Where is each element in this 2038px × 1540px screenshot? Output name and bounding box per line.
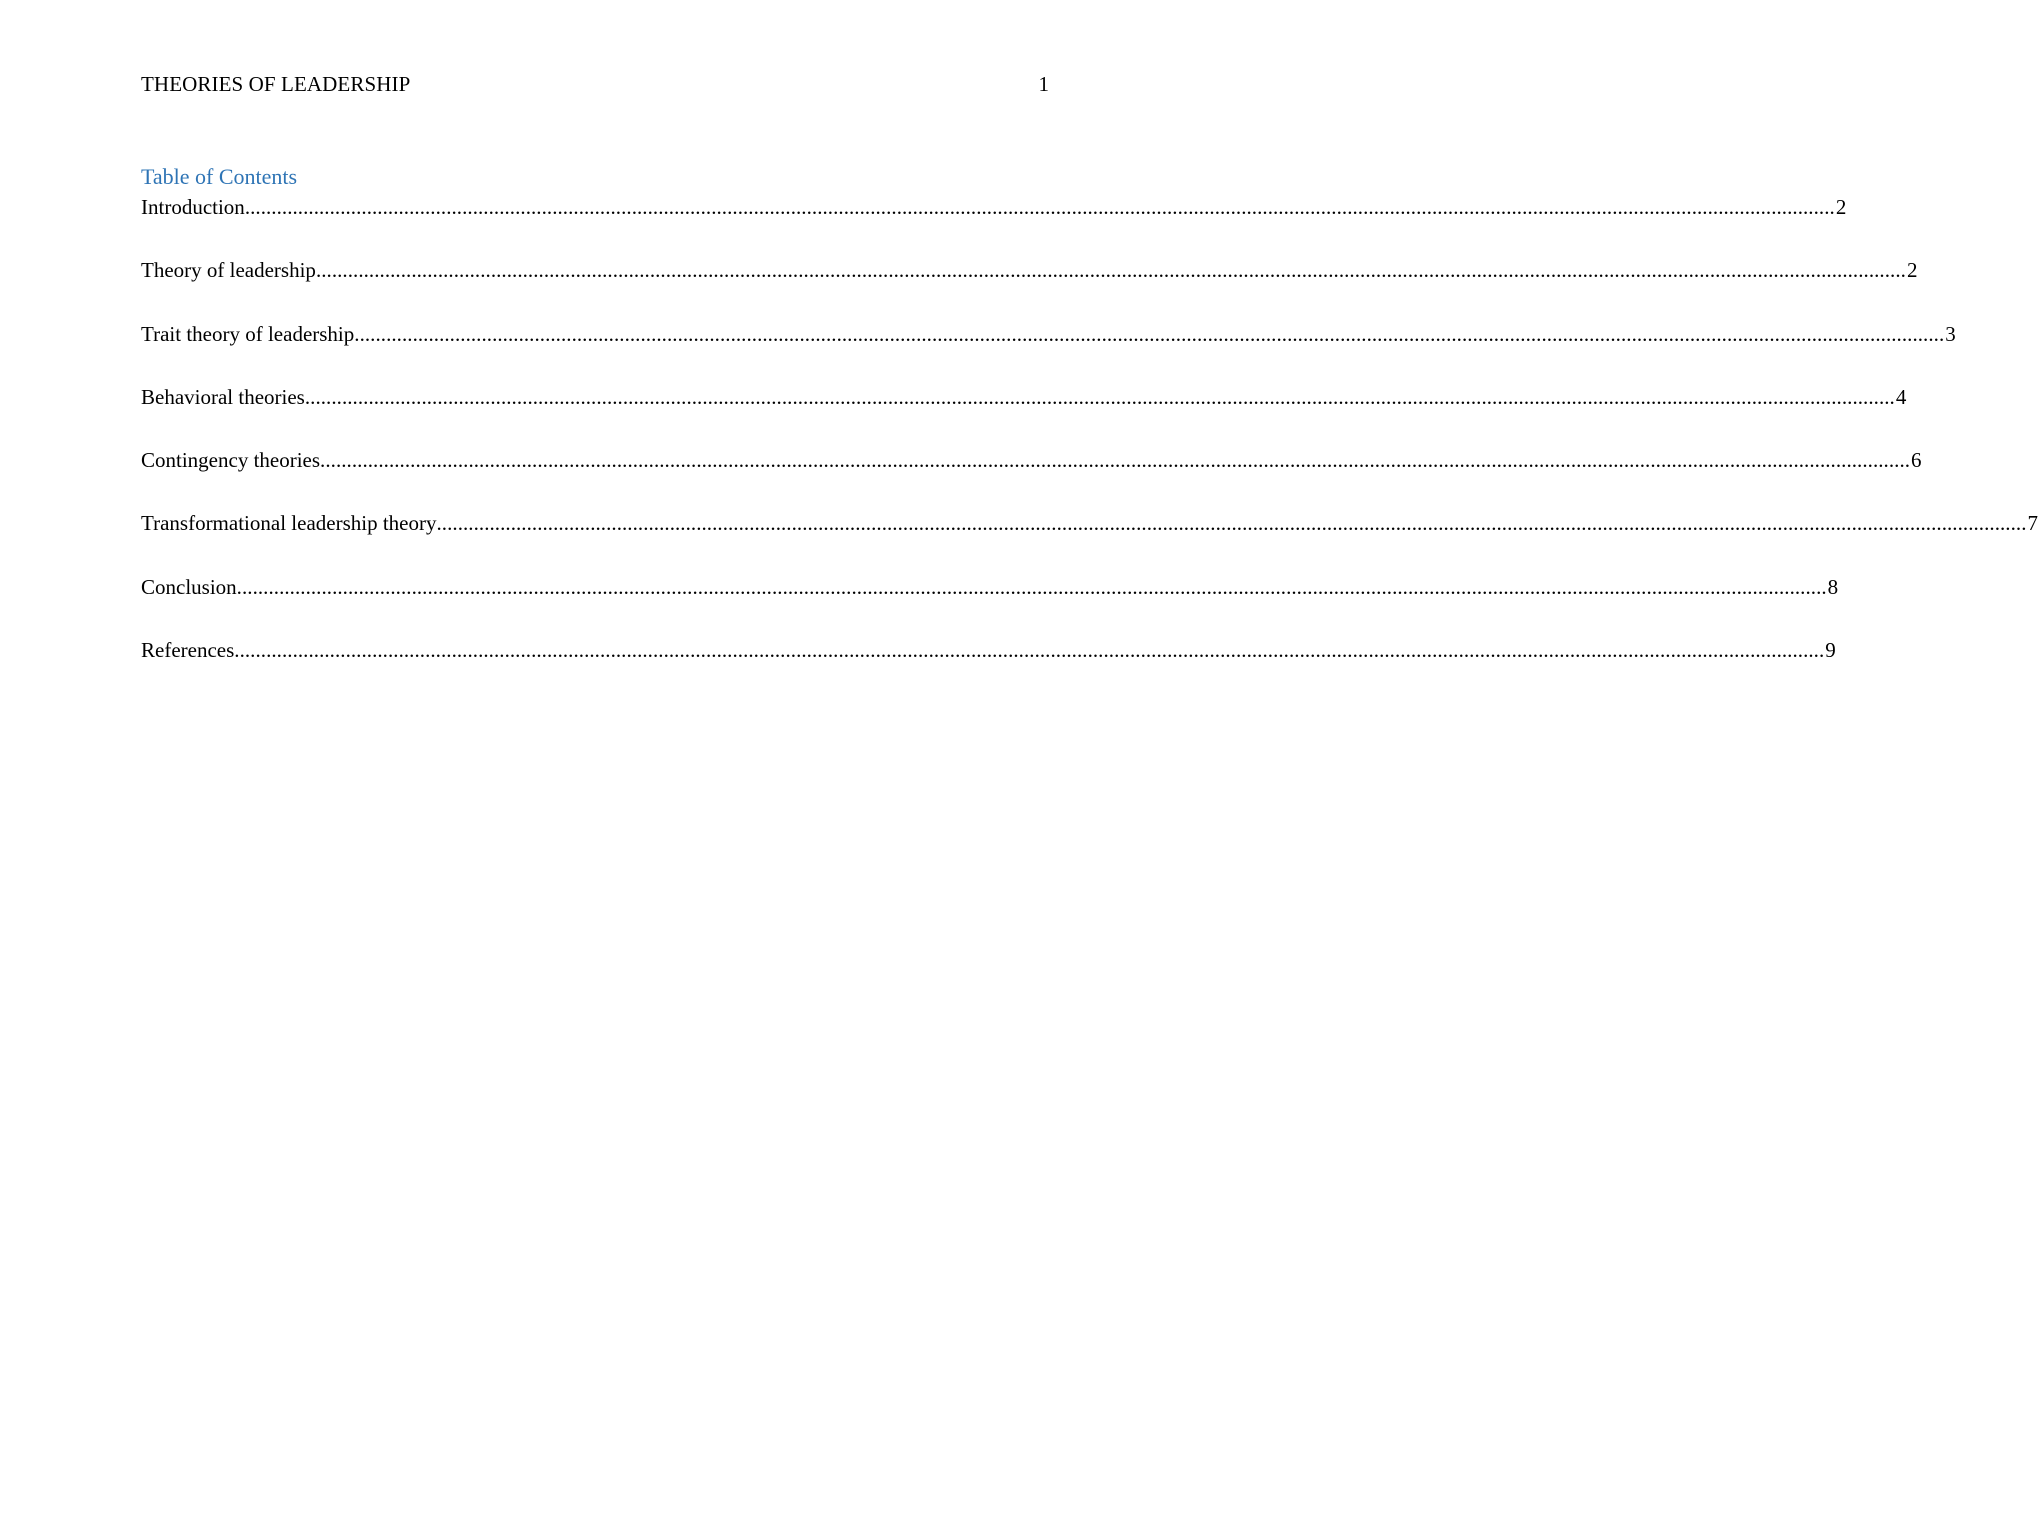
- toc-entry-contingency-theories[interactable]: [141, 446, 1922, 474]
- toc-dot-leader: ............................................................................................................................................................................................................................................................................................................: [234, 638, 1825, 663]
- toc-entry-page: 7: [2027, 511, 2038, 536]
- toc-entry-page: 9: [1825, 638, 1836, 663]
- toc-entry-theory-of-leadership[interactable]: [141, 256, 1918, 284]
- toc-entry-page: 3: [1945, 321, 1956, 346]
- toc-entry-label: Introduction: [141, 195, 245, 219]
- toc-entry-label: Theory of leadership: [141, 258, 316, 283]
- toc-entry-page: 6: [1911, 448, 1922, 473]
- toc-entry-behavioral-theories[interactable]: [141, 383, 1907, 411]
- toc-heading: Table of Contents: [141, 164, 298, 189]
- toc-dot-leader: ............................................................................................................................................................................................................................................................................................................: [304, 384, 1895, 409]
- page-number: 1: [1038, 72, 1049, 96]
- toc-dot-leader: ............................................................................................................................................................................................................................................................................................................: [436, 511, 2027, 536]
- toc-entry-page: 8: [1827, 574, 1839, 599]
- toc-entry-label: Trait theory of leadership: [141, 321, 355, 346]
- running-head-title: THEORIES OF LEADERSHIP: [141, 72, 411, 96]
- toc-entry-page: 4: [1895, 384, 1907, 409]
- toc-list: [141, 193, 2038, 699]
- toc-entry-transformational-leadership[interactable]: [141, 509, 2038, 537]
- toc-entry-introduction[interactable]: [141, 193, 1847, 221]
- toc-entry-label: Behavioral theories: [141, 384, 305, 409]
- toc-entry-label: Transformational leadership theory: [141, 511, 437, 536]
- toc-entry-trait-theory[interactable]: [141, 320, 1956, 348]
- toc-dot-leader: ............................................................................................................................................................................................................................................................................................................: [315, 258, 1906, 283]
- toc-entry-label: Contingency theories: [141, 448, 321, 473]
- toc-entry-page: 2: [1906, 258, 1918, 283]
- toc-entry-label: References: [141, 638, 235, 663]
- toc-entry-page: 2: [1835, 195, 1847, 219]
- toc-dot-leader: ............................................................................................................................................................................................................................................................................................................: [354, 321, 1945, 346]
- toc-entry-conclusion[interactable]: [141, 573, 1839, 601]
- toc-entry-references[interactable]: [141, 636, 1836, 664]
- toc-dot-leader: ............................................................................................................................................................................................................................................................................................................: [236, 574, 1827, 599]
- toc-dot-leader: ............................................................................................................................................................................................................................................................................................................: [244, 195, 1835, 219]
- toc-entry-label: Conclusion: [141, 574, 237, 599]
- page-header: [141, 70, 1049, 100]
- toc-dot-leader: ............................................................................................................................................................................................................................................................................................................: [320, 448, 1911, 473]
